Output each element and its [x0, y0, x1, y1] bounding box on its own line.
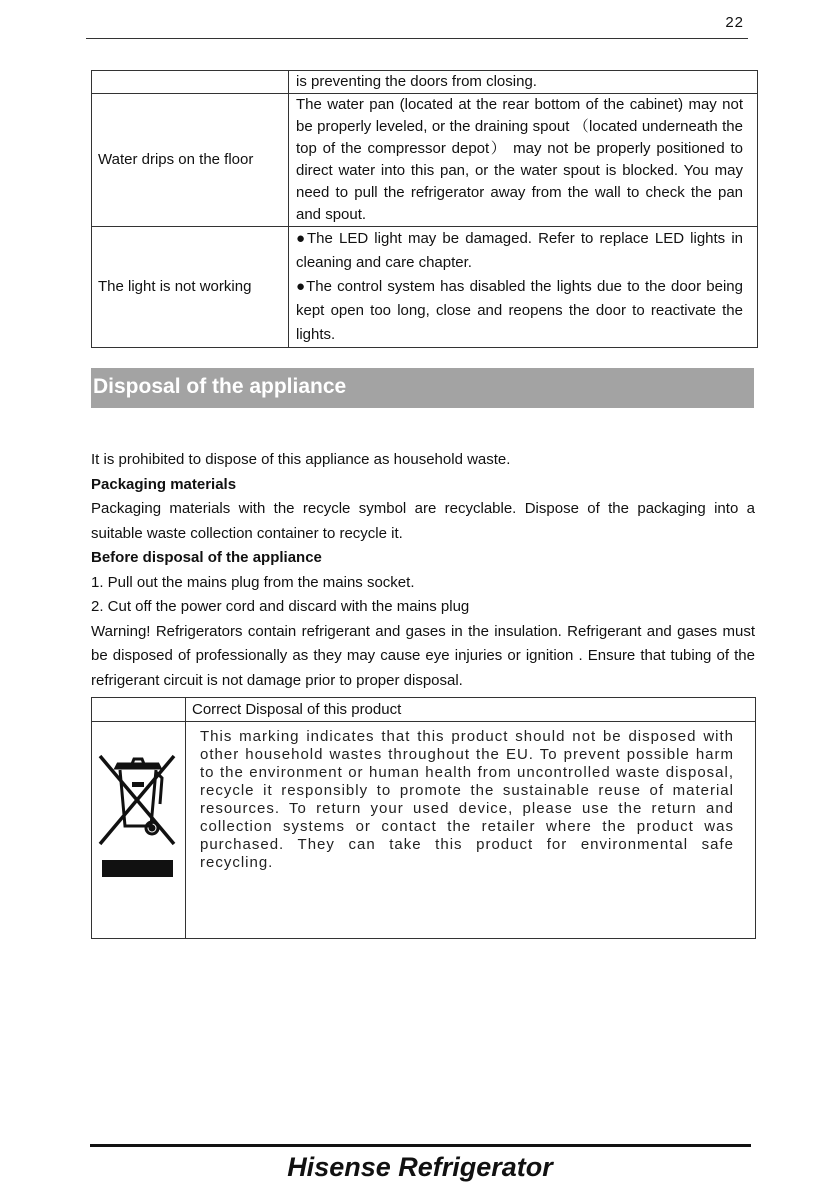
problem-cell: Water drips on the floor — [92, 94, 289, 227]
packaging-heading: Packaging materials — [91, 475, 237, 493]
weee-title: Correct Disposal of this product — [192, 701, 402, 718]
warning-text: Warning! Refrigerators contain refrigerant and gases in the insulation. Refrigerant and gases must be disposed of professionally as they may cause eye injuries or ignition . Ensure that tubing of the refrigerant circuit is not damage prior to proper disposal. — [91, 622, 755, 689]
cause-bullet: ●The control system has disabled the lights due to the door being kept open too long, close and reopens the door to reactivate the lights. — [296, 278, 743, 343]
page-number: 22 — [725, 14, 744, 31]
step-2: 2. Cut off the power cord and discard with the mains plug — [91, 598, 470, 615]
section-title: Disposal of the appliance — [91, 368, 754, 408]
footer-divider — [90, 1144, 751, 1147]
black-bar — [102, 860, 173, 877]
brand-footer: Hisense Refrigerator — [287, 1152, 553, 1182]
packaging-text: Packaging materials with the recycle symbol are recyclable. Dispose of the packaging into a suitable waste collection container to recycle it. — [91, 500, 755, 542]
cause-cell — [289, 227, 758, 348]
cause-bullet: ●The LED light may be damaged. Refer to replace LED lights in cleaning and care chapter. — [296, 230, 743, 271]
table-row — [92, 94, 758, 227]
top-divider — [86, 38, 748, 39]
weee-symbol-cell — [92, 698, 186, 938]
cause-cell: The water pan (located at the rear bottom of the cabinet) may not be properly leveled, or the draining spout （located underneath the top of the compressor depot） may not be properly positioned to direct water into this pan, or the water spout is blocked. You may need to pull the refrigerator away from the wall to check the pan and spout. — [289, 94, 758, 227]
disposal-body — [91, 448, 755, 693]
problem-cell — [92, 71, 289, 94]
troubleshooting-table — [91, 70, 758, 348]
prohibited-text: It is prohibited to dispose of this appliance as household waste. — [91, 451, 511, 468]
weee-header-rule — [185, 721, 755, 722]
cause-cell: is preventing the doors from closing. — [289, 71, 758, 94]
table-row — [92, 227, 758, 348]
weee-box — [91, 697, 756, 939]
before-disposal-heading: Before disposal of the appliance — [91, 549, 322, 566]
crossed-out-wheelie-bin-icon — [94, 748, 182, 848]
problem-cell: The light is not working — [92, 227, 289, 348]
step-1: 1. Pull out the mains plug from the mains socket. — [91, 573, 415, 591]
table-row — [92, 71, 758, 94]
weee-header-rule-left — [92, 721, 185, 722]
weee-text: This marking indicates that this product should not be disposed with other household wastes throughout the EU. To prevent possible harm to the environment or human health from uncontrolled waste disposal, recycle it responsibly to promote the sustainable reuse of material resources. To return your used device, please use the return and collection systems or contact the retailer where the product was purchased. They can take this product for environmental safe recycling. — [200, 728, 734, 871]
